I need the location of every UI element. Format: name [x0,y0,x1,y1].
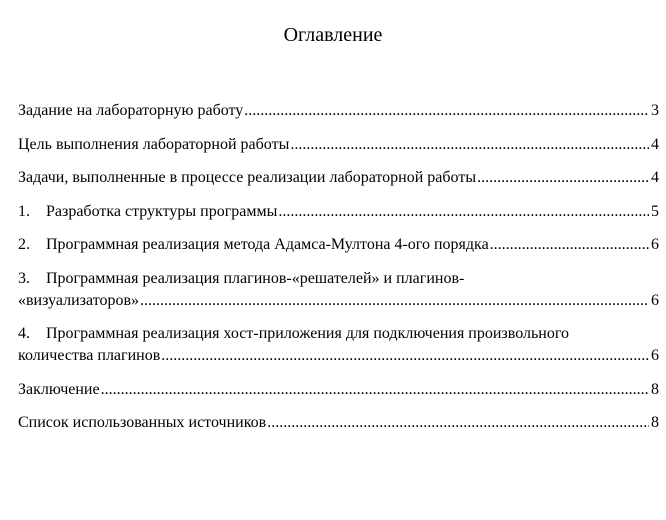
toc-entry-title-part: Программная реализация хост-приложения для подключения произвольного [46,325,569,342]
toc-leader-dots [490,234,649,256]
table-of-contents [18,100,659,446]
toc-leader-dots [101,379,649,401]
toc-entry-title-wrap [18,234,489,256]
toc-entry-row [18,201,659,223]
toc-leader-dots [477,167,649,189]
toc-entry-row [18,290,659,312]
toc-page-number: 3 [651,102,659,119]
toc-entry-section-2[interactable] [18,234,659,256]
toc-page-number: 6 [651,347,659,364]
toc-leader-dots [161,345,649,367]
toc-entry-title: Разработка структуры программы [46,202,278,220]
toc-entry-row [18,379,659,401]
toc-entry-section-4[interactable] [18,323,659,367]
toc-entry-title: Заключение [18,380,100,398]
toc-entry-row [18,167,659,189]
page-title: Оглавление [283,24,383,46]
toc-entry-first-line [18,323,659,345]
toc-entry-references[interactable] [18,412,659,434]
toc-entry-title: Задание на лабораторную работу [18,102,244,119]
toc-entry-title: Программная реализация метода Адамса-Мултона 4-ого порядка [46,236,489,253]
toc-section-number: 4. [18,325,30,342]
toc-entry-title: количества плагинов [18,347,161,364]
toc-page-number: 8 [651,414,659,431]
toc-entry-section-1[interactable] [18,201,659,223]
toc-entry-first-line [18,268,659,290]
toc-page-number: 6 [651,291,659,309]
toc-entry-conclusion[interactable] [18,379,659,401]
toc-entry-section-3[interactable] [18,268,659,312]
toc-leader-dots [278,201,649,223]
toc-entry-row [18,412,659,434]
toc-entry-tasks[interactable] [18,167,659,189]
toc-leader-dots [244,100,649,122]
toc-entry-row [18,345,659,367]
toc-entry-title-wrap [18,201,277,223]
toc-section-number: 1. [18,202,30,220]
toc-leader-dots [140,290,649,312]
toc-entry-assignment[interactable] [18,100,659,122]
toc-leader-dots [267,412,649,434]
toc-page-number: 5 [651,202,659,220]
toc-page-number: 4 [651,169,659,186]
toc-entry-title: Список использованных источников [18,414,267,431]
toc-entry-row [18,234,659,256]
toc-entry-title: Цель выполнения лабораторной работы [18,135,290,153]
toc-entry-title-part: Программная реализация плагинов-«решателей» и плагинов- [46,269,465,287]
toc-section-number: 3. [18,269,30,287]
toc-page-number: 8 [651,380,659,398]
toc-entry-title: «визуализаторов» [18,291,140,309]
toc-page-number: 6 [651,236,659,253]
toc-entry-row [18,134,659,156]
toc-entry-row [18,100,659,122]
toc-section-number: 2. [18,236,30,253]
toc-entry-goal[interactable] [18,134,659,156]
toc-leader-dots [290,134,649,156]
toc-entry-title: Задачи, выполненные в процессе реализации лабораторной работы [18,169,477,186]
toc-page-number: 4 [651,135,659,153]
